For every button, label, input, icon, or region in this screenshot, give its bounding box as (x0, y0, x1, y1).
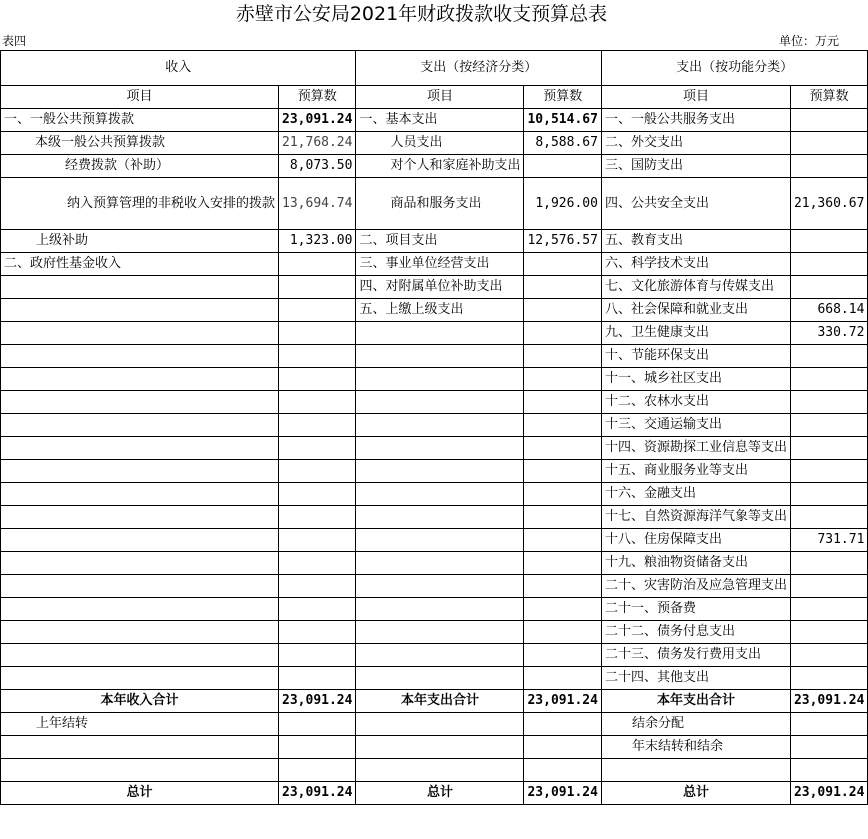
func-total-value: 23,091.24 (790, 690, 867, 713)
func-item: 十、节能环保支出 (601, 345, 790, 368)
surplus-distribution: 结余分配 (601, 713, 790, 736)
income-value (279, 276, 356, 299)
col-header-budget: 预算数 (279, 86, 356, 109)
unit-label: 单位：万元 (778, 34, 839, 48)
col-header-item: 项目 (1, 86, 279, 109)
func-item: 八、社会保障和就业支出 (601, 299, 790, 322)
grand-total-func: 23,091.24 (790, 782, 867, 805)
func-item: 二十、灾害防治及应急管理支出 (601, 575, 790, 598)
econ-value (524, 299, 601, 322)
func-value (790, 230, 867, 253)
func-value: 21,360.67 (790, 178, 867, 230)
func-item: 一、一般公共服务支出 (601, 109, 790, 132)
econ-value (524, 276, 601, 299)
prev-year-carryover: 上年结转 (1, 713, 279, 736)
func-item: 二十四、其他支出 (601, 667, 790, 690)
func-value: 668.14 (790, 299, 867, 322)
grand-total-econ: 23,091.24 (524, 782, 601, 805)
func-item: 十四、资源勘探工业信息等支出 (601, 437, 790, 460)
econ-item: 五、上缴上级支出 (356, 299, 524, 322)
income-item (1, 276, 279, 299)
income-item: 上级补助 (1, 230, 279, 253)
func-item: 十七、自然资源海洋气象等支出 (601, 506, 790, 529)
func-value (790, 276, 867, 299)
income-value: 21,768.24 (279, 132, 356, 155)
header-exp-func: 支出（按功能分类） (601, 51, 867, 86)
func-value (790, 414, 867, 437)
func-item: 二十一、预备费 (601, 598, 790, 621)
func-value (790, 109, 867, 132)
income-item: 纳入预算管理的非税收入安排的拨款 (1, 178, 279, 230)
col-header-item: 项目 (601, 86, 790, 109)
econ-value (524, 253, 601, 276)
income-item: 经费拨款（补助） (1, 155, 279, 178)
econ-total-label: 本年支出合计 (356, 690, 524, 713)
func-item: 六、科学技术支出 (601, 253, 790, 276)
func-item: 十一、城乡社区支出 (601, 368, 790, 391)
func-value (790, 460, 867, 483)
income-value: 13,694.74 (279, 178, 356, 230)
func-item: 十二、农林水支出 (601, 391, 790, 414)
func-item: 七、文化旅游体育与传媒支出 (601, 276, 790, 299)
econ-value (524, 155, 601, 178)
func-item: 十五、商业服务业等支出 (601, 460, 790, 483)
header-exp-econ: 支出（按经济分类） (356, 51, 601, 86)
header-income: 收入 (1, 51, 356, 86)
func-item: 二十三、债务发行费用支出 (601, 644, 790, 667)
func-value (790, 621, 867, 644)
year-end-carryover: 年末结转和结余 (601, 736, 790, 759)
econ-value: 12,576.57 (524, 230, 601, 253)
func-value (790, 253, 867, 276)
grand-total-income: 23,091.24 (279, 782, 356, 805)
income-item: 二、政府性基金收入 (1, 253, 279, 276)
func-item: 九、卫生健康支出 (601, 322, 790, 345)
income-value: 23,091.24 (279, 109, 356, 132)
func-item: 十九、粮油物资储备支出 (601, 552, 790, 575)
func-value: 731.71 (790, 529, 867, 552)
func-total-label: 本年支出合计 (601, 690, 790, 713)
econ-total-value: 23,091.24 (524, 690, 601, 713)
func-value (790, 345, 867, 368)
econ-item: 四、对附属单位补助支出 (356, 276, 524, 299)
income-item: 本级一般公共预算拨款 (1, 132, 279, 155)
econ-item: 二、项目支出 (356, 230, 524, 253)
grand-total-label: 总计 (601, 782, 790, 805)
func-item: 十三、交通运输支出 (601, 414, 790, 437)
income-total-label: 本年收入合计 (1, 690, 279, 713)
econ-value: 1,926.00 (524, 178, 601, 230)
func-value (790, 368, 867, 391)
table-number: 表四 (2, 34, 27, 48)
econ-value: 8,588.67 (524, 132, 601, 155)
income-value (279, 299, 356, 322)
func-item: 二、外交支出 (601, 132, 790, 155)
func-value (790, 483, 867, 506)
grand-total-label: 总计 (1, 782, 279, 805)
func-value (790, 437, 867, 460)
col-header-item: 项目 (356, 86, 524, 109)
econ-item: 对个人和家庭补助支出 (356, 155, 524, 178)
income-total-value: 23,091.24 (279, 690, 356, 713)
func-item: 四、公共安全支出 (601, 178, 790, 230)
func-value (790, 552, 867, 575)
col-header-budget: 预算数 (790, 86, 867, 109)
func-value (790, 644, 867, 667)
income-item: 一、一般公共预算拨款 (1, 109, 279, 132)
func-item: 十八、住房保障支出 (601, 529, 790, 552)
income-value: 1,323.00 (279, 230, 356, 253)
econ-item: 人员支出 (356, 132, 524, 155)
budget-table (0, 50, 868, 805)
func-value (790, 598, 867, 621)
func-item: 五、教育支出 (601, 230, 790, 253)
func-value: 330.72 (790, 322, 867, 345)
income-item (1, 299, 279, 322)
econ-value: 10,514.67 (524, 109, 601, 132)
econ-item: 商品和服务支出 (356, 178, 524, 230)
func-value (790, 132, 867, 155)
func-item: 二十二、债务付息支出 (601, 621, 790, 644)
func-value (790, 575, 867, 598)
income-value: 8,073.50 (279, 155, 356, 178)
func-item: 三、国防支出 (601, 155, 790, 178)
econ-item: 一、基本支出 (356, 109, 524, 132)
func-item: 十六、金融支出 (601, 483, 790, 506)
func-value (790, 506, 867, 529)
col-header-budget: 预算数 (524, 86, 601, 109)
func-value (790, 667, 867, 690)
grand-total-label: 总计 (356, 782, 524, 805)
func-value (790, 155, 867, 178)
func-value (790, 391, 867, 414)
income-value (279, 253, 356, 276)
econ-item: 三、事业单位经营支出 (356, 253, 524, 276)
report-title: 赤壁市公安局2021年财政拨款收支预算总表 (235, 3, 608, 25)
